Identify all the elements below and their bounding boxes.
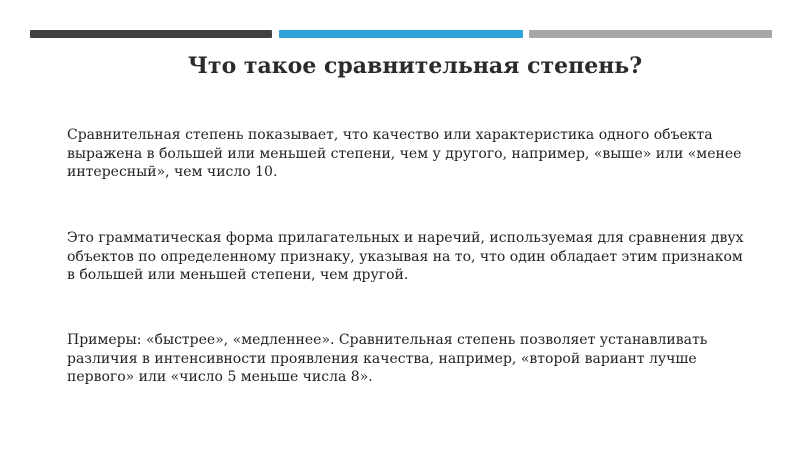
paragraph-definition: Сравнительная степень показывает, что качество или характеристика одного объекта выражена в большей или меньшей степени, чем у другого, например, «выше» или «менее интересный», чем число 10. <box>67 127 742 180</box>
accent-bar-light <box>529 30 772 38</box>
paragraph-grammar: Это грамматическая форма прилагательных и наречий, используемая для сравнения двух объектов по определенному признаку, указывая на то, что один обладает этим признаком в большей или меньшей степени, чем другой. <box>67 230 744 283</box>
accent-bar-blue <box>279 30 523 38</box>
paragraph-examples: Примеры: «быстрее», «медленнее». Сравнительная степень позволяет устанавливать различия в интенсивности проявления качества, например, «второй вариант лучше первого» или «число 5 меньше числа 8». <box>67 332 708 385</box>
slide-title: Что такое сравнительная степень? <box>187 53 643 79</box>
top-accent-bars <box>30 30 772 38</box>
accent-bar-dark <box>30 30 272 38</box>
